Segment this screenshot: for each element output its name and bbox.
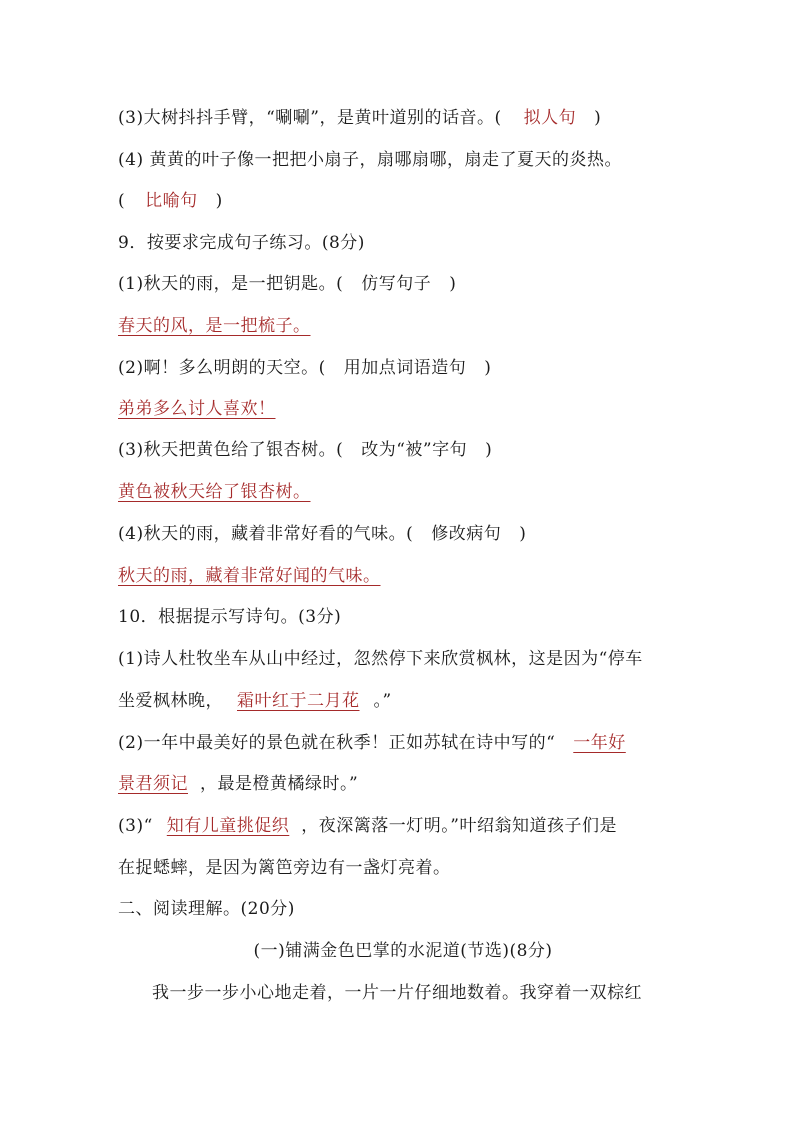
q9-3-requirement: 改为“被”字句 xyxy=(361,440,468,460)
q9-3-close: ) xyxy=(485,440,493,460)
q8-3-text: (3)大树抖抖手臂，“唰唰”，是黄叶道别的话音。( xyxy=(118,108,502,128)
q8-3-answer: 拟人句 xyxy=(523,108,577,128)
passage-paragraph xyxy=(118,981,688,1005)
q9-item-2-answer xyxy=(118,397,688,421)
q10-item-1-line-1 xyxy=(118,647,688,671)
q9-4-answer: 秋天的雨，藏着非常好闻的气味。 xyxy=(118,566,381,586)
q10-1-answer: 霜叶红于二月花 xyxy=(237,691,360,711)
q10-2-tail: ，最是橙黄橘绿时。” xyxy=(200,774,359,794)
q10-3-text-cont: 在捉蟋蟀，是因为篱笆旁边有一盏灯亮着。 xyxy=(118,858,451,878)
q8-4-answer: 比喻句 xyxy=(145,191,198,211)
section-2-title: 二、阅读理解。(20分) xyxy=(118,899,295,919)
q9-2-close: ) xyxy=(484,358,492,378)
q9-1-close: ) xyxy=(449,274,457,294)
q8-4-text: (4) 黄黄的叶子像一把把小扇子，扇哪扇哪，扇走了夏天的炎热。 xyxy=(118,150,622,170)
q10-item-3-line-2 xyxy=(118,856,688,880)
q9-item-1-answer xyxy=(118,314,688,338)
q10-3-open: (3)“ xyxy=(118,816,153,836)
q9-4-close: ) xyxy=(519,524,527,544)
q9-3-answer: 黄色被秋天给了银杏树。 xyxy=(118,482,311,502)
q10-item-1-line-2 xyxy=(118,689,688,713)
q10-2-answer-part-2: 景君须记 xyxy=(118,774,188,794)
q9-item-1 xyxy=(118,272,688,296)
q9-4-text: (4)秋天的雨，藏着非常好看的气味。( xyxy=(118,524,414,544)
q9-item-3-answer xyxy=(118,480,688,504)
q10-2-answer-part-1: 一年好 xyxy=(573,733,626,753)
q8-item-4 xyxy=(118,148,688,172)
q10-1-tail: 。” xyxy=(373,691,392,711)
q10-3-answer: 知有儿童挑促织 xyxy=(166,816,290,836)
q10-item-3-line-1 xyxy=(118,814,688,838)
q9-2-text: (2)啊！多么明朗的天空。( xyxy=(118,358,326,378)
q8-item-3 xyxy=(118,106,688,130)
question-10-heading xyxy=(118,605,688,629)
q9-1-requirement: 仿写句子 xyxy=(361,274,432,294)
q9-item-3 xyxy=(118,438,688,462)
passage-title-text: (一)铺满金色巴掌的水泥道(节选)(8分) xyxy=(253,941,553,961)
question-9-heading xyxy=(118,231,688,255)
q9-item-4-answer xyxy=(118,564,688,588)
q10-1-text: (1)诗人杜牧坐车从山中经过，忽然停下来欣赏枫林，这是因为“停车 xyxy=(118,649,643,669)
q9-item-4 xyxy=(118,522,688,546)
q10-3-text: ，夜深篱落一灯明。”叶绍翁知道孩子们是 xyxy=(301,816,617,836)
q9-item-2 xyxy=(118,356,688,380)
q10-1-text-cont: 坐爱枫林晚， xyxy=(118,691,223,711)
q9-2-requirement: 用加点词语造句 xyxy=(343,358,467,378)
passage-title xyxy=(118,939,688,963)
q8-4-close: ) xyxy=(215,191,223,211)
q8-3-close: ) xyxy=(594,108,602,128)
q10-item-2-line-2 xyxy=(118,772,688,796)
q10-2-text: (2)一年中最美好的景色就在秋季！正如苏轼在诗中写的“ xyxy=(118,733,556,753)
q9-1-answer: 春天的风，是一把梳子。 xyxy=(118,316,311,336)
q10-title: 10．根据提示写诗句。(3分) xyxy=(118,607,342,627)
q8-item-4-answer-line xyxy=(118,189,688,213)
q9-title: 9．按要求完成句子练习。(8分) xyxy=(118,233,365,253)
q10-item-2-line-1 xyxy=(118,731,688,755)
passage-line-1: 我一步一步小心地走着，一片一片仔细地数着。我穿着一双棕红 xyxy=(152,983,642,1003)
q8-4-open: ( xyxy=(118,191,126,211)
q9-2-answer: 弟弟多么讨人喜欢！ xyxy=(118,399,276,419)
q9-1-text: (1)秋天的雨，是一把钥匙。( xyxy=(118,274,344,294)
section-2-heading xyxy=(118,897,688,921)
q9-4-requirement: 修改病句 xyxy=(431,524,502,544)
q9-3-text: (3)秋天把黄色给了银杏树。( xyxy=(118,440,344,460)
